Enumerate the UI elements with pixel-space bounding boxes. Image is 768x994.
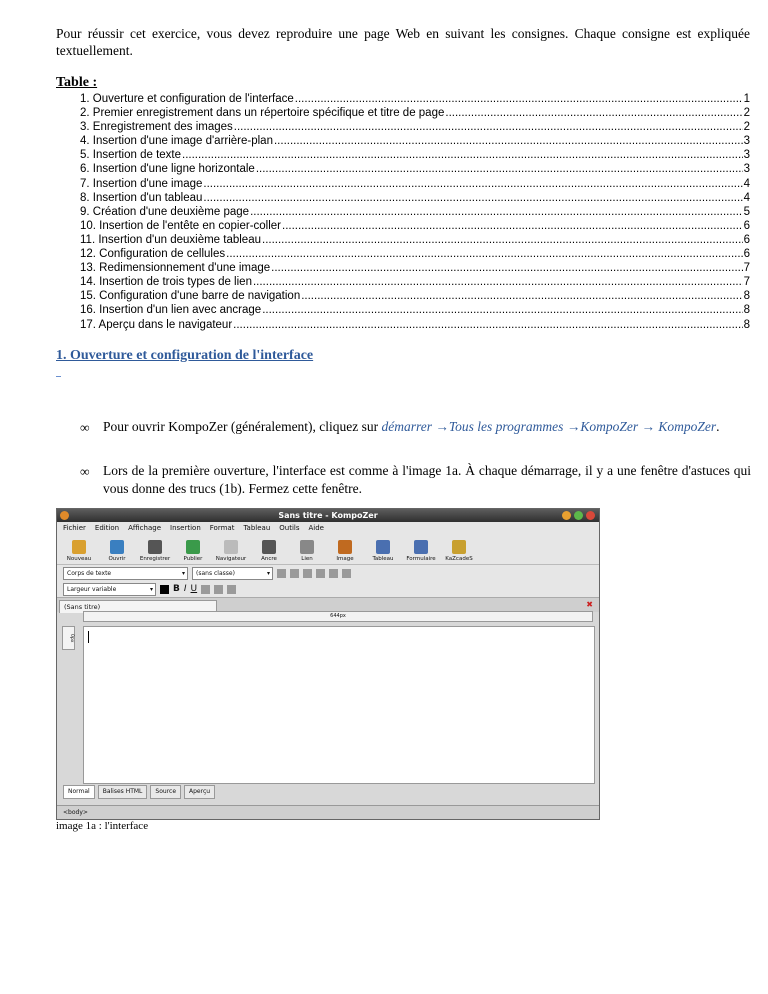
- menu-item: Insertion: [170, 524, 201, 532]
- toc-entry[interactable]: [80, 261, 750, 275]
- toolbar-button: [402, 534, 440, 564]
- menu-item: Affichage: [128, 524, 162, 532]
- bullet-symbol: ∞: [80, 464, 90, 479]
- toc-entry[interactable]: [80, 134, 750, 148]
- tool-label: Navigateur: [215, 556, 247, 562]
- toc-entry-page: 3: [743, 149, 750, 162]
- toolbar-button: [250, 534, 288, 564]
- menu-item: Outils: [279, 524, 300, 532]
- intro-paragraph: Pour réussir cet exercice, vous devez reproduire une page Web en suivant les consignes. Chaque consigne est expliquée textuellement.: [56, 26, 750, 58]
- tool-label: Ouvrir: [108, 556, 126, 562]
- tool-icon: [338, 540, 352, 554]
- all-programs-text: Tous les programmes: [448, 419, 564, 434]
- toc-leader: [203, 191, 742, 205]
- tool-icon: [262, 540, 276, 554]
- status-bar: <body>: [57, 805, 599, 819]
- toc-entry-page: 5: [743, 205, 750, 218]
- toc-entry-page: 7: [743, 276, 750, 289]
- toolbar-button: [98, 534, 136, 564]
- menu-item: Edition: [94, 524, 120, 532]
- tool-icon: [186, 540, 200, 554]
- toolbar-button: [136, 534, 174, 564]
- toc-entry-page: 6: [743, 233, 750, 246]
- toc-entry[interactable]: [80, 303, 750, 317]
- outdent-icon: [316, 569, 325, 578]
- align-center-icon: [214, 585, 223, 594]
- toc-entry-page: 6: [743, 219, 750, 232]
- paragraph-style-select: Corps de texte ▾: [63, 567, 188, 580]
- text-color-icon: [160, 585, 169, 594]
- toc-entry[interactable]: [80, 205, 750, 219]
- font-width-select: Largeur variable ▾: [63, 583, 156, 596]
- start-menu-text: démarrer: [381, 419, 433, 434]
- view-mode-tab: Normal: [63, 785, 95, 799]
- toc-entry-label: 6. Insertion d'une ligne horizontale: [80, 163, 255, 176]
- toc-entry-label: 13. Redimensionnement d'une image: [80, 262, 271, 275]
- toc-entry-page: 8: [743, 304, 750, 317]
- align-left-icon: [201, 585, 210, 594]
- tool-icon: [300, 540, 314, 554]
- toc-leader: [250, 205, 743, 219]
- arrow-icon: →: [566, 419, 581, 434]
- toc-leader: [282, 219, 743, 233]
- toc-entry[interactable]: [80, 106, 750, 120]
- horizontal-ruler: 644px: [83, 611, 593, 622]
- align-icon: [329, 569, 338, 578]
- toc-entry-label: 4. Insertion d'une image d'arrière-plan: [80, 135, 273, 148]
- toc-entry-label: 12. Configuration de cellules: [80, 248, 226, 261]
- toc-leader: [271, 261, 742, 275]
- format-toolbar-2: [57, 581, 599, 597]
- toolbar-button: [364, 534, 402, 564]
- toc-leader: [253, 275, 743, 289]
- menu-item: Aide: [308, 524, 324, 532]
- toc-leader: [262, 233, 743, 247]
- bold-icon: B: [173, 584, 180, 594]
- toc-entry-label: 16. Insertion d'un lien avec ancrage: [80, 304, 262, 317]
- tool-label: Publier: [183, 556, 203, 562]
- align-icon: [342, 569, 351, 578]
- kompozer-screenshot: [56, 508, 600, 820]
- class-style-select: (sans classe) ▾: [192, 567, 273, 580]
- underline-icon: U: [190, 584, 198, 594]
- list-icon: [290, 569, 299, 578]
- tool-icon: [148, 540, 162, 554]
- toc-entry-page: 2: [743, 121, 750, 134]
- tool-label: Enregistrer: [139, 556, 171, 562]
- tool-label: Nouveau: [66, 556, 92, 562]
- toolbar-button: [288, 534, 326, 564]
- toc-entry[interactable]: [80, 191, 750, 205]
- view-mode-tab: Source: [150, 785, 181, 799]
- toc-entry-label: 5. Insertion de texte: [80, 149, 182, 162]
- toc-entry-label: 11. Insertion d'un deuxième tableau: [80, 233, 261, 246]
- tool-label: Tableau: [372, 556, 394, 562]
- indent-icon: [303, 569, 312, 578]
- toc-entry[interactable]: [80, 120, 750, 134]
- view-mode-tab: Aperçu: [184, 785, 215, 799]
- window-titlebar: [57, 509, 599, 522]
- toc-leader: [234, 120, 743, 134]
- toc-entry[interactable]: [80, 247, 750, 261]
- image-caption: image 1a : l'interface: [56, 820, 149, 832]
- vertical-ruler: 0px: [62, 626, 75, 650]
- toc-entry[interactable]: [80, 177, 750, 191]
- toc-leader: [274, 134, 743, 148]
- section-1-title: 1. Ouverture et configuration de l'interface: [56, 348, 314, 363]
- close-tab-icon: ✖: [586, 600, 593, 609]
- toc-entry-label: 15. Configuration d'une barre de navigation: [80, 290, 301, 303]
- toc-entry-label: 10. Insertion de l'entête en copier-coller: [80, 219, 282, 232]
- toc-leader: [301, 289, 742, 303]
- bullet-1-text: Pour ouvrir KompoZer (généralement), cliquez sur démarrer →Tous les programmes →KompoZer → KompoZer.: [103, 419, 720, 434]
- toc-entry-page: 8: [743, 318, 750, 331]
- minimize-icon: [562, 511, 571, 520]
- toc-entry[interactable]: [80, 289, 750, 303]
- app-logo-icon: [60, 511, 69, 520]
- toolbar-button: [174, 534, 212, 564]
- toc-entry[interactable]: [80, 162, 750, 176]
- view-mode-tab: Balises HTML: [98, 785, 148, 799]
- tool-label: Ancre: [261, 556, 277, 562]
- arrow-icon: →: [641, 419, 655, 434]
- toc-entry[interactable]: [80, 219, 750, 233]
- toc-entry-page: 3: [743, 135, 750, 148]
- tool-label: Image: [336, 556, 354, 562]
- tool-icon: [110, 540, 124, 554]
- toolbar-button: [440, 534, 478, 564]
- menu-item: Format: [209, 524, 235, 532]
- editor-area: [83, 626, 595, 784]
- toc-entry[interactable]: [80, 318, 750, 332]
- tool-label: Formulaire: [406, 556, 436, 562]
- kompozer-folder-text: KompoZer: [580, 419, 639, 434]
- toc-entry-page: 3: [743, 163, 750, 176]
- bullet-symbol: ∞: [80, 420, 90, 435]
- toc-entry-page: 6: [743, 248, 750, 261]
- tool-label: Lien: [301, 556, 313, 562]
- toc-entry[interactable]: [80, 275, 750, 289]
- toc-entry-label: 2. Premier enregistrement dans un répertoire spécifique et titre de page: [80, 107, 445, 120]
- toc-leader: [226, 247, 742, 261]
- kompozer-app-text: KompoZer: [658, 419, 717, 434]
- format-toolbar-1: [57, 565, 599, 581]
- tool-label: KaZcadeS: [445, 556, 473, 562]
- toc-entry-label: 17. Aperçu dans le navigateur: [80, 318, 233, 331]
- toc-entry-page: 2: [743, 107, 750, 120]
- tool-icon: [224, 540, 238, 554]
- window-title: Sans titre - KompoZer: [278, 511, 378, 520]
- toc-entry-label: 8. Insertion d'un tableau: [80, 191, 203, 204]
- toc-title: Table :: [56, 75, 98, 90]
- toc-entry-page: 8: [743, 290, 750, 303]
- text-caret: [88, 631, 89, 643]
- toc-leader: [295, 92, 743, 106]
- menu-item: Tableau: [243, 524, 271, 532]
- toc-entry[interactable]: [80, 233, 750, 247]
- menu-bar: [57, 522, 599, 534]
- toc-entry-label: 9. Création d'une deuxième page: [80, 205, 250, 218]
- section-marker: [56, 376, 61, 377]
- tool-icon: [414, 540, 428, 554]
- align-right-icon: [227, 585, 236, 594]
- table-of-contents: [80, 92, 750, 332]
- view-mode-tabs: [63, 785, 215, 799]
- toc-leader: [445, 106, 742, 120]
- window-controls: [562, 511, 595, 520]
- toc-entry-label: 14. Insertion de trois types de lien: [80, 276, 252, 289]
- toc-entry-page: 4: [743, 177, 750, 190]
- toc-entry-label: 7. Insertion d'une image: [80, 177, 203, 190]
- list-icon: [277, 569, 286, 578]
- bullet-1-pre: Pour ouvrir KompoZer (généralement), cliquez sur: [103, 419, 382, 434]
- tool-icon: [452, 540, 466, 554]
- toc-entry-page: 1: [743, 93, 750, 105]
- toolbar-button: [60, 534, 98, 564]
- menu-item: Fichier: [63, 524, 86, 532]
- toc-entry[interactable]: [80, 92, 750, 106]
- toc-leader: [262, 303, 742, 317]
- close-icon: [586, 511, 595, 520]
- toc-leader: [203, 177, 742, 191]
- maximize-icon: [574, 511, 583, 520]
- tool-icon: [376, 540, 390, 554]
- tab-untitled: (Sans titre): [59, 600, 217, 613]
- tool-icon: [72, 540, 86, 554]
- toc-entry-page: 4: [743, 191, 750, 204]
- toc-entry-label: 1. Ouverture et configuration de l'interface: [80, 93, 294, 105]
- toolbar-button: [212, 534, 250, 564]
- toc-entry-page: 7: [743, 262, 750, 275]
- toc-leader: [233, 318, 742, 332]
- toolbar-button: [326, 534, 364, 564]
- arrow-icon: →: [435, 419, 449, 434]
- document-tabs: [57, 597, 599, 612]
- toc-entry[interactable]: [80, 148, 750, 162]
- toc-leader: [182, 148, 743, 162]
- toc-leader: [256, 162, 743, 176]
- italic-icon: I: [183, 584, 187, 594]
- main-toolbar: [57, 534, 599, 565]
- bullet-2-text: Lors de la première ouverture, l'interface est comme à l'image 1a. À chaque démarrage, il y a une fenêtre d'astuces qui vous donne des trucs (1b). Fermez cette fenêtre.: [103, 463, 751, 496]
- toc-entry-label: 3. Enregistrement des images: [80, 121, 233, 134]
